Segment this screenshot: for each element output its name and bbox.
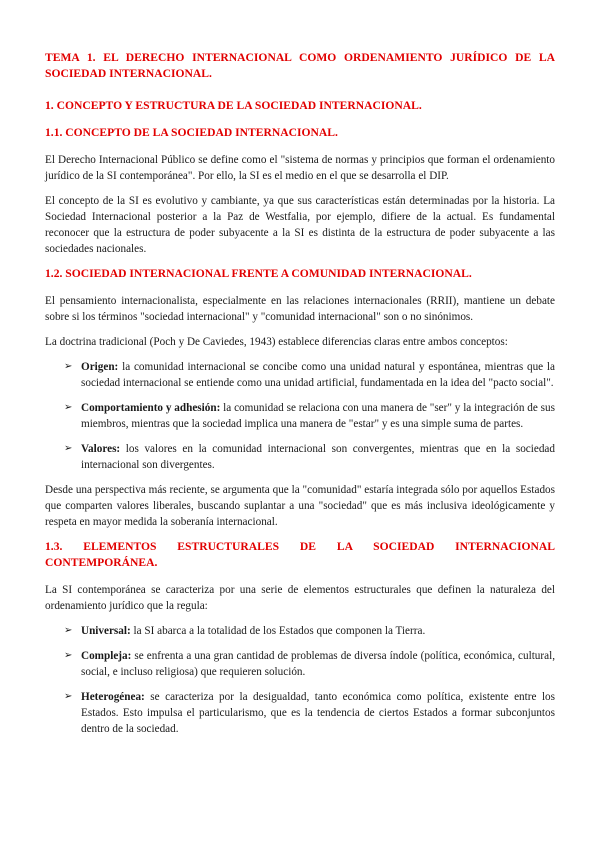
list-item-text: se caracteriza por la desigualdad, tanto económica como política, existente entre los Estados. Esto impulsa el particularismo, que es la tendencia de ciertos Estados a formar subconjuntos dentro de la sociedad. bbox=[81, 691, 555, 735]
section-1-3-heading: 1.3. ELEMENTOS ESTRUCTURALES DE LA SOCIEDAD INTERNACIONAL CONTEMPORÁNEA. bbox=[45, 540, 555, 569]
list-item-term: Compleja: bbox=[81, 650, 132, 662]
arrowhead-icon: ➢ bbox=[64, 625, 73, 636]
list-item-text: la comunidad se relaciona con una manera de "ser" y la integración de sus miembros, mientras que la sociedad implica una manera de "estar" y es una simple suma de partes. bbox=[81, 402, 555, 430]
list-item bbox=[45, 623, 555, 639]
section-1-2-heading: 1.2. SOCIEDAD INTERNACIONAL FRENTE A COMUNIDAD INTERNACIONAL. bbox=[45, 267, 472, 280]
list-item bbox=[45, 689, 555, 737]
paragraph: El pensamiento internacionalista, especialmente en las relaciones internacionales (RRII), mantiene un debate sobre si los términos "sociedad internacional" y "comunidad internacional" son o no sinónimos. bbox=[45, 295, 555, 323]
list-item-term: Heterogénea: bbox=[81, 691, 145, 703]
list-item-term: Valores: bbox=[81, 443, 121, 455]
list-item-text: la comunidad internacional se concibe como una unidad natural y espontánea, mientras que la sociedad internacional se entiende como una unidad artificial, fundamentada en la idea del "pacto social". bbox=[81, 361, 555, 389]
list-item-term: Universal: bbox=[81, 625, 131, 637]
paragraph: El concepto de la SI es evolutivo y cambiante, ya que sus características están determinadas por la historia. La Sociedad Internacional posterior a la Paz de Westfalia, por ejemplo, difiere de la actual. Es fundamental reconocer que la estructura de poder subyacente a la SI es distinta de la estructura de poder subyacente a las sociedades nacionales. bbox=[45, 195, 555, 255]
list-item bbox=[45, 648, 555, 680]
list-item-text: la SI abarca a la totalidad de los Estados que componen la Tierra. bbox=[130, 625, 426, 637]
arrowhead-icon: ➢ bbox=[64, 402, 73, 413]
list-item bbox=[45, 359, 555, 391]
list-item-text: los valores en la comunidad internacional son convergentes, mientras que en la sociedad internacional son divergentes. bbox=[81, 443, 555, 471]
list-item bbox=[45, 441, 555, 473]
list-item bbox=[45, 400, 555, 432]
document-title: TEMA 1. EL DERECHO INTERNACIONAL COMO ORDENAMIENTO JURÍDICO DE LA SOCIEDAD INTERNACIONAL. bbox=[45, 51, 555, 80]
list-item-term: Comportamiento y adhesión: bbox=[81, 402, 221, 414]
section-1-1-heading: 1.1. CONCEPTO DE LA SOCIEDAD INTERNACIONAL. bbox=[45, 126, 338, 139]
arrowhead-icon: ➢ bbox=[64, 443, 73, 454]
arrowhead-icon: ➢ bbox=[64, 650, 73, 661]
arrowhead-icon: ➢ bbox=[64, 361, 73, 372]
section-1-heading: 1. CONCEPTO Y ESTRUCTURA DE LA SOCIEDAD INTERNACIONAL. bbox=[45, 99, 422, 112]
paragraph: Desde una perspectiva más reciente, se argumenta que la "comunidad" estaría integrada sólo por aquellos Estados que comparten valores liberales, buscando suplantar a una "sociedad" que es más inclusiva ideológicamente y respeta en mayor medida la soberanía internacional. bbox=[45, 484, 555, 528]
paragraph: La SI contemporánea se caracteriza por una serie de elementos estructurales que definen la naturaleza del ordenamiento jurídico que la regula: bbox=[45, 584, 555, 612]
paragraph: La doctrina tradicional (Poch y De Caviedes, 1943) establece diferencias claras entre ambos conceptos: bbox=[45, 336, 508, 348]
comparison-list bbox=[45, 359, 555, 473]
list-item-text: se enfrenta a una gran cantidad de problemas de diversa índole (política, económica, cultural, social, e incluso religiosa) que requieren solución. bbox=[81, 650, 555, 678]
arrowhead-icon: ➢ bbox=[64, 691, 73, 702]
elements-list bbox=[45, 623, 555, 737]
list-item-term: Origen: bbox=[81, 361, 119, 373]
paragraph: El Derecho Internacional Público se define como el "sistema de normas y principios que forman el ordenamiento jurídico de la SI contemporánea". Por ello, la SI es el medio en el que se desarrolla el DIP. bbox=[45, 154, 555, 182]
